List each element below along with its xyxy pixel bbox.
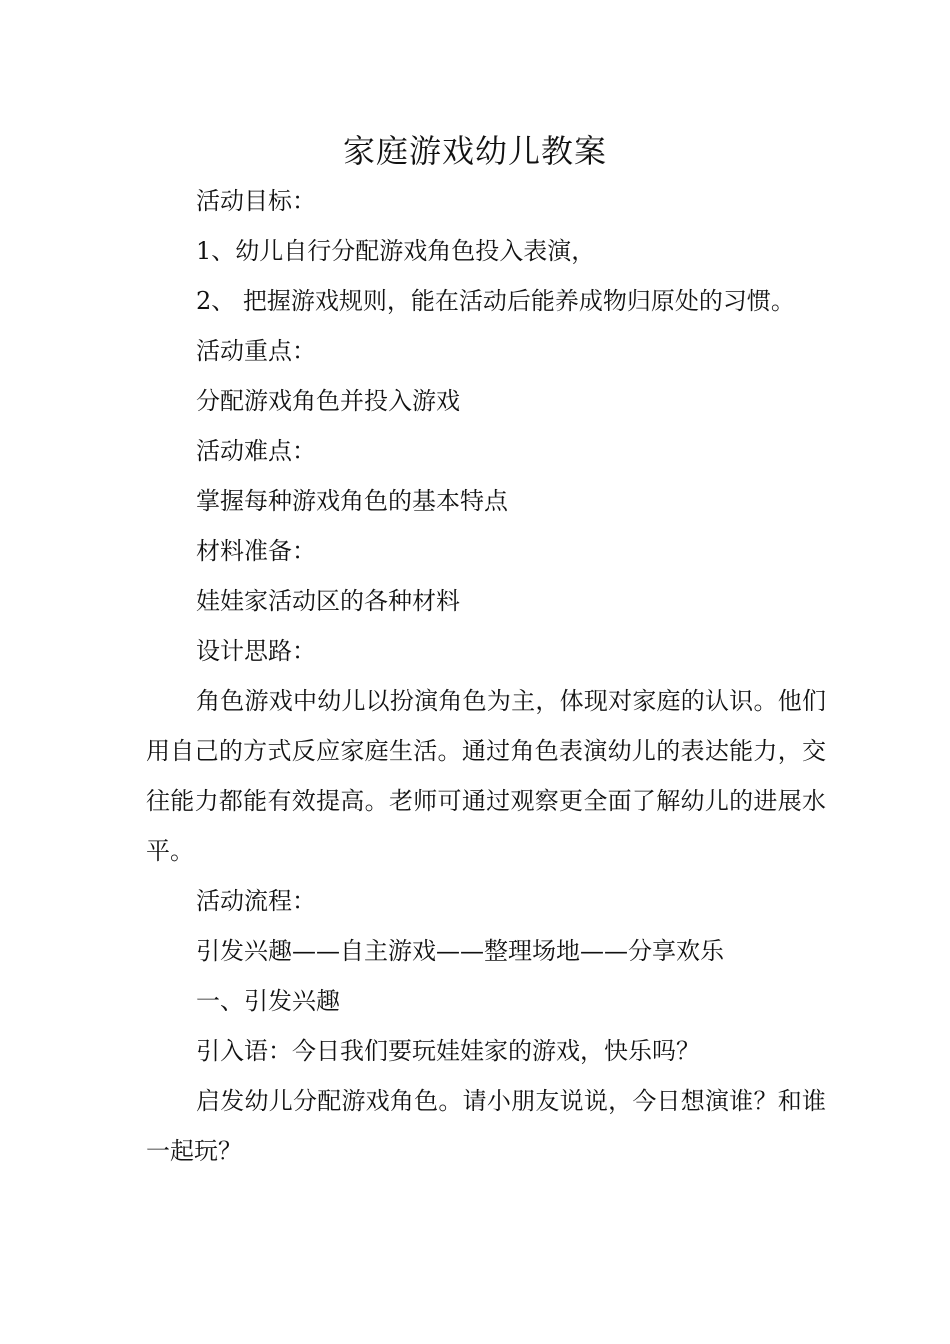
paragraph-intro-line: 引入语：今日我们要玩娃娃家的游戏，快乐吗？ (196, 1037, 700, 1065)
paragraph-difficulty-heading: 活动难点： (196, 437, 316, 465)
paragraph-design: 角色游戏中幼儿以扮演角色为主，体现对家庭的认识。他们用自己的方式反应家庭生活。通过角色表演幼儿的表达能力，交往能力都能有效提高。老师可通过观察更全面了解幼儿的进展水平。 (146, 687, 826, 865)
paragraph-section-1-heading: 一、引发兴趣 (196, 987, 340, 1015)
paragraph-process-heading: 活动流程： (196, 887, 316, 915)
paragraph-key-point: 分配游戏角色并投入游戏 (196, 387, 460, 415)
paragraph-key-point-heading: 活动重点： (196, 337, 316, 365)
paragraph-objective-1: 1、幼儿自行分配游戏角色投入表演， (196, 237, 596, 265)
paragraph-objectives-heading: 活动目标： (196, 187, 316, 215)
paragraph-process-flow: 引发兴趣——自主游戏——整理场地——分享欢乐 (196, 937, 724, 965)
page-title: 家庭游戏幼儿教案 (342, 132, 607, 170)
document-body (146, 176, 826, 1176)
paragraph-difficulty: 掌握每种游戏角色的基本特点 (196, 487, 508, 515)
paragraph-materials: 娃娃家活动区的各种材料 (196, 587, 460, 615)
paragraph-role-assignment: 启发幼儿分配游戏角色。请小朋友说说，今日想演谁？和谁一起玩？ (146, 1087, 826, 1165)
paragraph-objective-2: 2、 把握游戏规则，能在活动后能养成物归原处的习惯。 (196, 287, 795, 315)
paragraph-materials-heading: 材料准备： (196, 537, 316, 565)
paragraph-design-heading: 设计思路： (196, 637, 316, 665)
